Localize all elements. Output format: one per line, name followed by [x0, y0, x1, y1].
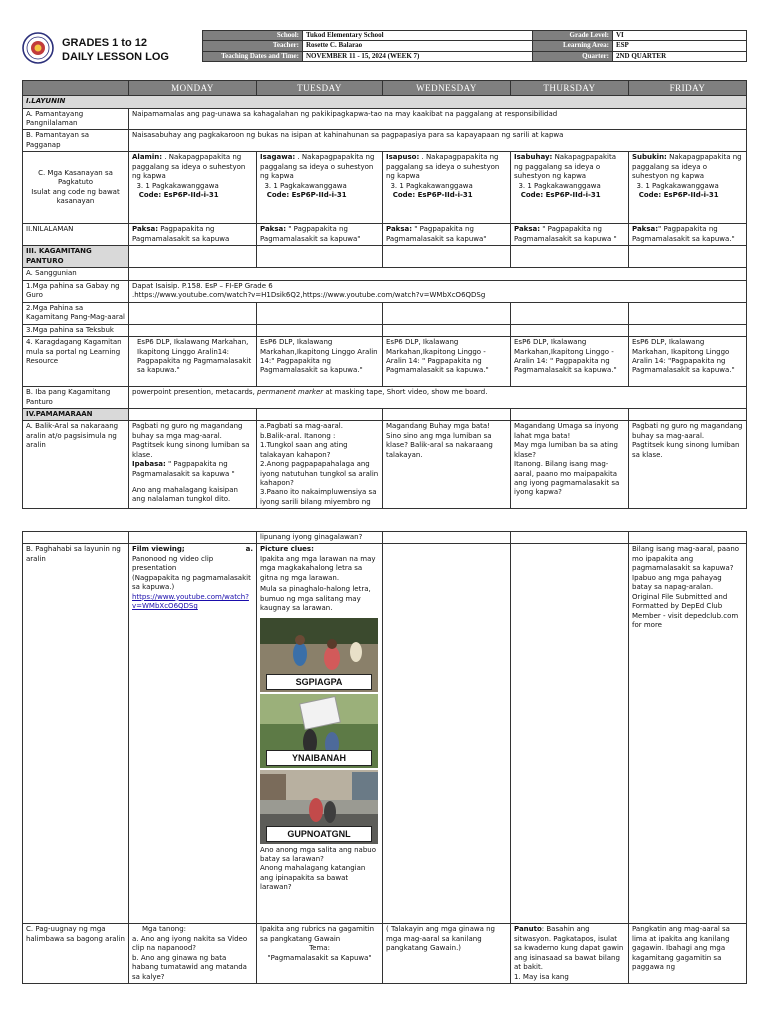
- karagdagan-wednesday: EsP6 DLP, Ikalawang Markahan,Ikapitong Linggo - Aralin 14: " Pagpapakita ng Pagmamalasakit sa kapuwa.": [383, 337, 511, 387]
- balik-aral-wednesday: Magandang Buhay mga bata! Sino sino ang mga lumiban sa klase? Balik-aral sa nakaraang talakayan.: [383, 421, 511, 509]
- pag-uugnay-thursday: [511, 924, 629, 984]
- teaching-dates-value: NOVEMBER 11 - 15, 2024 (WEEK 7): [303, 51, 533, 61]
- text-line: Ipakita ang mga larawan na may mga magkakahalong letra sa gitna ng mga larawan.: [260, 554, 376, 582]
- text-line: Ano anong mga salita ang nabuo batay sa larawan?: [260, 845, 376, 863]
- kasanayan-monday: [129, 152, 257, 224]
- text-line: Pagbati ng guro ng magandang buhay sa mag-aaral.: [632, 422, 743, 440]
- section-kagamitan: III. KAGAMITANG PANTURO: [23, 246, 129, 268]
- kasanayan-item: 3. 1 Pagkakawanggawa: [636, 181, 719, 190]
- pag-uugnay-friday: Pangkatin ang mag-aaral sa lima at ipakita ang kanilang gagawin. Ibahagi ang mga kagamitang gagamitin sa paggawa ng: [629, 924, 747, 984]
- kasanayan-head: Isabuhay:: [514, 153, 553, 162]
- day-thursday: THURSDAY: [511, 81, 629, 96]
- picture-clue-caption: YNAIBANAH: [266, 750, 372, 766]
- empty-cell: [629, 324, 747, 336]
- panuto-body: : Basahin ang sitwasyon. Pagkatapos, isulat sa kwaderno kung dapat gawin ang isinasaad sa bawat bilang at bakit.: [514, 925, 624, 972]
- text-line: Panonood ng video clip presentation: [132, 554, 214, 573]
- empty-cell: [629, 408, 747, 420]
- text-line: Ipakita ang rubrics na gagamitin sa pangkatang Gawain: [260, 925, 375, 943]
- empty-cell: [129, 408, 257, 420]
- paksa-body: " Pagpapakita ng Pagmamalasakit sa kapuwa ": [514, 225, 617, 243]
- empty-cell: [511, 302, 629, 324]
- kasanayan-code: Code: EsP6P-IId-i-31: [392, 191, 473, 200]
- empty-cell: [257, 324, 383, 336]
- ipabasa-body: " Pagpapakita ng Pagmamalasakit sa kapuwa ": [132, 460, 235, 478]
- empty-cell: [257, 246, 383, 268]
- day-tuesday: TUESDAY: [257, 81, 383, 96]
- nilalaman-wednesday: [383, 224, 511, 246]
- balik-aral-monday: [129, 421, 257, 509]
- kasanayan-body: . Nakapagpapakita ng paggalang sa ideya o suhestyon ng kapwa: [386, 153, 500, 181]
- text-line: b.Balik-aral. Itanong :: [260, 431, 336, 440]
- kasanayan-friday: [629, 152, 747, 224]
- balik-aral-thursday: [511, 421, 629, 509]
- text-line: Tema:: [309, 944, 330, 953]
- kasanayan-item: 3. 1 Pagkakawanggawa: [390, 181, 473, 190]
- day-monday: MONDAY: [129, 81, 257, 96]
- nilalaman-thursday: [511, 224, 629, 246]
- header-info-table: [202, 30, 747, 62]
- iba-text-b: at masking tape, Short video, show me board.: [323, 388, 488, 397]
- text-line: a. Ano ang iyong nakita sa Video clip na napanood?: [132, 934, 248, 953]
- kasanayan-body: . Nakapagpapakita ng paggalang sa ideya o suhestyon ng kapwa: [260, 153, 375, 181]
- kagamitang-mag-aaral-label: 2.Mga Pahina sa Kagamitang Pang-Mag-aaral: [23, 302, 129, 324]
- pag-uugnay-wednesday: ( Talakayin ang mga ginawa ng mga mag-aaral sa kanilang pangkatang Gawain.): [383, 924, 511, 984]
- picture-clue-caption: SGPIAGPA: [266, 674, 372, 690]
- video-link[interactable]: https://www.youtube.com/watch?v=WMbXcO6QDSg: [132, 592, 249, 611]
- gabay-reference: Dapat Isaisip. P.158. EsP – FI-EP Grade 6: [132, 281, 273, 290]
- empty-cell: [129, 268, 747, 280]
- kasanayan-tuesday: [257, 152, 383, 224]
- pag-uugnay-label: C. Pag-uugnay ng mga halimbawa sa bagong aralin: [23, 924, 129, 984]
- section-layunin: I.LAYUNIN: [23, 96, 747, 108]
- paksa-head: Paksa:: [632, 225, 659, 234]
- text-line: Mga tanong:: [142, 925, 186, 934]
- paksa-head: Paksa:: [514, 225, 541, 234]
- empty-cell: [257, 302, 383, 324]
- film-viewing-head: Film viewing;: [132, 545, 185, 554]
- empty-cell: [511, 408, 629, 420]
- empty-cell: [511, 246, 629, 268]
- text-line: Itanong. Bilang isang mag-aaral, paano mo maipapakita ang iyong pagmamalasakit sa iyong kapwa?: [514, 460, 620, 497]
- picture-clue-2: [260, 694, 378, 768]
- text-line: [514, 925, 625, 972]
- picture-clues-head: Picture clues:: [260, 545, 314, 554]
- paksa-body: " Pagpapakita ng Pagmamalasakit sa kapuwa": [260, 225, 361, 243]
- kasanayan-head: Alamin:: [132, 153, 163, 162]
- section-pamamaraan: IV.PAMAMARAAN: [23, 408, 129, 420]
- kasanayan-wednesday: [383, 152, 511, 224]
- lesson-grid-part-2: [22, 531, 746, 984]
- gabay-guro-label: 1.Mga pahina sa Gabay ng Guro: [23, 280, 129, 302]
- gabay-links[interactable]: .https://www.youtube.com/watch?v=H1Dsik6Q2,https://www.youtube.com/watch?v=WMbXcO6QDSg: [132, 291, 486, 300]
- pag-uugnay-tuesday: [257, 924, 383, 984]
- paksa-body: " Pagpapakita ng Pagmamalasakit sa kapuwa.": [632, 225, 735, 243]
- kasanayan-label: C. Mga Kasanayan sa Pagkatuto Isulat ang code ng bawat kasanayan: [23, 152, 129, 224]
- karagdagan-thursday: EsP6 DLP, Ikalawang Markahan,Ikapitong Linggo - Aralin 14: " Pagpapakita ng Pagmamalasakit sa kapuwa.": [511, 337, 629, 387]
- paksa-body: " Pagpapakita ng Pagmamalasakit sa kapuwa": [386, 225, 487, 243]
- nilalaman-label: II.NILALAMAN: [23, 224, 129, 246]
- text-line: Magandang Umaga sa inyong lahat mga bata!: [514, 422, 619, 440]
- text-line: Ipabuo ang mga pahayag batay sa napag-aralan.: [632, 573, 722, 592]
- ipabasa-head: Ipabasa:: [132, 460, 166, 469]
- text-line: May mga lumiban ba sa ating klase?: [514, 441, 618, 459]
- empty-cell: [383, 246, 511, 268]
- empty-cell: [629, 532, 747, 544]
- balik-aral-friday: [629, 421, 747, 509]
- grade-level-label: Grade Level:: [533, 31, 613, 41]
- paghahabi-thursday: [511, 544, 629, 924]
- picture-clue-1: [260, 618, 378, 692]
- paghahabi-wednesday: [383, 544, 511, 924]
- lesson-table-2: [22, 531, 747, 984]
- iba-pang-kagamitan-label: B. Iba pang Kagamitang Panturo: [23, 387, 129, 409]
- text-line: a.Pagbati sa mag-aaral.: [260, 422, 343, 431]
- text-line: 3.Paano ito nakaimpluwensiya sa iyong sarili bilang miyembro ng: [260, 488, 377, 506]
- empty-cell: [129, 302, 257, 324]
- paghahabi-label: B. Paghahabi sa layunin ng aralin: [23, 544, 129, 924]
- kasanayan-item: 3. 1 Pagkakawanggawa: [518, 181, 601, 190]
- teksbuk-label: 3.Mga pahina sa Teksbuk: [23, 324, 129, 336]
- lesson-grid-part-1: [22, 80, 746, 509]
- empty-cell: [383, 324, 511, 336]
- iba-text-a: powerpoint presention, metacards,: [132, 388, 258, 397]
- text-line: [132, 460, 253, 479]
- empty-cell: [629, 302, 747, 324]
- text-line: Anong mahalagang katangian ang ipinapakita sa bawat larawan?: [260, 864, 366, 892]
- text-line: Pagtitsek kung sinong lumiban sa klase.: [132, 441, 250, 459]
- quarter-label: Quarter:: [533, 51, 613, 61]
- school-value: Tukod Elementary School: [303, 31, 533, 41]
- paksa-head: Paksa:: [386, 225, 413, 234]
- empty-cell: [383, 408, 511, 420]
- nilalaman-friday: [629, 224, 747, 246]
- text-line: Pagbati ng guro ng magandang buhay sa mga mag-aaral.: [132, 422, 243, 440]
- kasanayan-head: Isapuso:: [386, 153, 420, 162]
- grade-level-value: VI: [613, 31, 747, 41]
- kasanayan-item: 3. 1 Pagkakawanggawa: [136, 181, 219, 190]
- text-line: "Pagmamalasakit sa Kapuwa": [267, 953, 372, 962]
- balik-aral-tuesday: [257, 421, 383, 509]
- deped-seal-logo: [22, 32, 54, 64]
- picture-clue-3: [260, 770, 378, 844]
- blank-header-cell: [23, 81, 129, 96]
- empty-cell: [511, 532, 629, 544]
- text-line: Ano ang mahalagang kaisipan ang nalalaman tungkol dito.: [132, 486, 238, 504]
- text-line: b. Ano ang ginawa ng bata habang tumatawid ang matanda sa kalye?: [132, 953, 247, 981]
- teacher-label: Teacher:: [203, 41, 303, 51]
- page-title: [62, 36, 169, 64]
- text-line: (Nagpapakita ng pagmamalasakit sa kapuwa.): [132, 573, 251, 592]
- kasanayan-head: Isagawa:: [260, 153, 296, 162]
- kasanayan-item: 3. 1 Pagkakawanggawa: [264, 181, 347, 190]
- text-line: 1. May isa kang: [514, 972, 569, 981]
- kasanayan-body: Nakapagpapakita ng paggalang sa ideya o suhestyon ng kapwa: [514, 153, 616, 181]
- iba-pang-kagamitan-text: [129, 387, 747, 409]
- kasanayan-body: Nakapagpapakita ng paggalang sa ideya o suhestyon ng kapwa: [632, 153, 742, 181]
- pag-uugnay-monday: [129, 924, 257, 984]
- pamantayan-pagganap-label: B. Pamantayan sa Pagganap: [23, 130, 129, 152]
- empty-cell: [257, 408, 383, 420]
- text-line: 2.Anong pagpapapahalaga ang iyong natutuhan tungkol sa aralin kahapon?: [260, 460, 379, 488]
- paghahabi-monday: [129, 544, 257, 924]
- panuto-head: Panuto: [514, 925, 542, 934]
- paksa-head: Paksa:: [132, 225, 159, 234]
- text-line: 1.Tungkol saan ang ating talakayan kahapon?: [260, 441, 348, 459]
- kasanayan-body: . Nakapagpapakita ng paggalang sa ideya o suhestyon ng kapwa: [132, 153, 246, 181]
- empty-cell: [511, 324, 629, 336]
- picture-clues-images: [260, 618, 379, 844]
- learning-area-value: ESP: [613, 41, 747, 51]
- text-line: [132, 545, 253, 554]
- pamantayang-pangnilalaman-text: Naipamamalas ang pag-unawa sa kahagalahan ng pakikipagkapwa-tao na may kaakibat na paggalang at responsibilidad: [129, 108, 747, 130]
- nilalaman-monday: [129, 224, 257, 246]
- text-line: Pagtitsek kung sinong lumiban sa klase.: [632, 441, 740, 459]
- text-line: Original File Submitted and Formatted by DepEd Club Member - visit depedclub.com for more: [632, 592, 739, 629]
- kasanayan-code: Code: EsP6P-IId-i-31: [638, 191, 719, 200]
- paghahabi-tuesday: [257, 544, 383, 924]
- kasanayan-code: Code: EsP6P-IId-i-31: [520, 191, 601, 200]
- item-marker: a.: [245, 545, 253, 554]
- empty-cell: [23, 532, 129, 544]
- balik-aral-label: A. Balik-Aral sa nakaraang aralin at/o pagsisimula ng aralin: [23, 421, 129, 509]
- learning-area-label: Learning Area:: [533, 41, 613, 51]
- kasanayan-head: Subukin:: [632, 153, 667, 162]
- school-label: School:: [203, 31, 303, 41]
- empty-cell: [129, 324, 257, 336]
- empty-cell: [383, 532, 511, 544]
- kasanayan-code: Code: EsP6P-IId-i-31: [266, 191, 347, 200]
- kasanayan-thursday: [511, 152, 629, 224]
- iba-text-em: permanent marker: [257, 388, 324, 397]
- teaching-dates-label: Teaching Dates and Time:: [203, 51, 303, 61]
- text-line: [260, 545, 379, 554]
- teacher-value: Rosette C. Balarao: [303, 41, 533, 51]
- paksa-head: Paksa:: [260, 225, 287, 234]
- balik-aral-tuesday-continued: lipunang iyong ginagalawan?: [257, 532, 383, 544]
- day-header-row: [23, 81, 747, 96]
- pamantayan-pagganap-text: Naisasabuhay ang pagkakaroon ng bukas na isipan at kahinahunan sa pagpapasiya para sa kapayapaan ng sarili at kapwa: [129, 130, 747, 152]
- day-friday: FRIDAY: [629, 81, 747, 96]
- nilalaman-tuesday: [257, 224, 383, 246]
- title-line-1: GRADES 1 to 12: [62, 37, 147, 49]
- quarter-value: 2ND QUARTER: [613, 51, 747, 61]
- picture-clue-caption: GUPNOATGNL: [266, 826, 372, 842]
- karagdagan-friday: EsP6 DLP, Ikalawang Markahan, Ikapitong Linggo Aralin 14: "Pagpapakita ng Pagmamalasakit sa kapuwa.": [629, 337, 747, 387]
- karagdagan-monday: EsP6 DLP, Ikalawang Markahan, Ikapitong Linggo Aralin14: Pagpapakita ng Pagmamalasakit sa kapuwa.": [129, 337, 257, 387]
- kasanayan-code: Code: EsP6P-IId-i-31: [138, 191, 219, 200]
- text-line: Bilang isang mag-aaral, paano mo ipapakita ang pagmamalasakit sa kapuwa?: [632, 545, 740, 573]
- text-line: Mula sa pinaghalo-halong letra, bumuo ng mga salitang may kaugnay sa larawan.: [260, 585, 371, 613]
- empty-cell: [129, 532, 257, 544]
- day-wednesday: WEDNESDAY: [383, 81, 511, 96]
- paksa-body: Pagpapakita ng Pagmamalasakit sa kapuwa: [132, 225, 230, 243]
- gabay-guro-text: [129, 280, 747, 302]
- pamantayang-pangnilalaman-label: A. Pamantayang Pangnilalaman: [23, 108, 129, 130]
- karagdagan-tuesday: EsP6 DLP, Ikalawang Markahan,Ikapitong Linggo Aralin 14:" Pagpapakita ng Pagmamalasakit sa kapuwa.": [257, 337, 383, 387]
- empty-cell: [629, 246, 747, 268]
- paghahabi-friday: [629, 544, 747, 924]
- title-line-2: DAILY LESSON LOG: [62, 51, 169, 63]
- sanggunian-label: A. Sanggunian: [23, 268, 129, 280]
- empty-cell: [129, 246, 257, 268]
- empty-cell: [383, 302, 511, 324]
- lesson-table-1: [22, 80, 747, 509]
- karagdagang-kagamitan-label: 4. Karagdagang Kagamitan mula sa portal ng Learning Resource: [23, 337, 129, 387]
